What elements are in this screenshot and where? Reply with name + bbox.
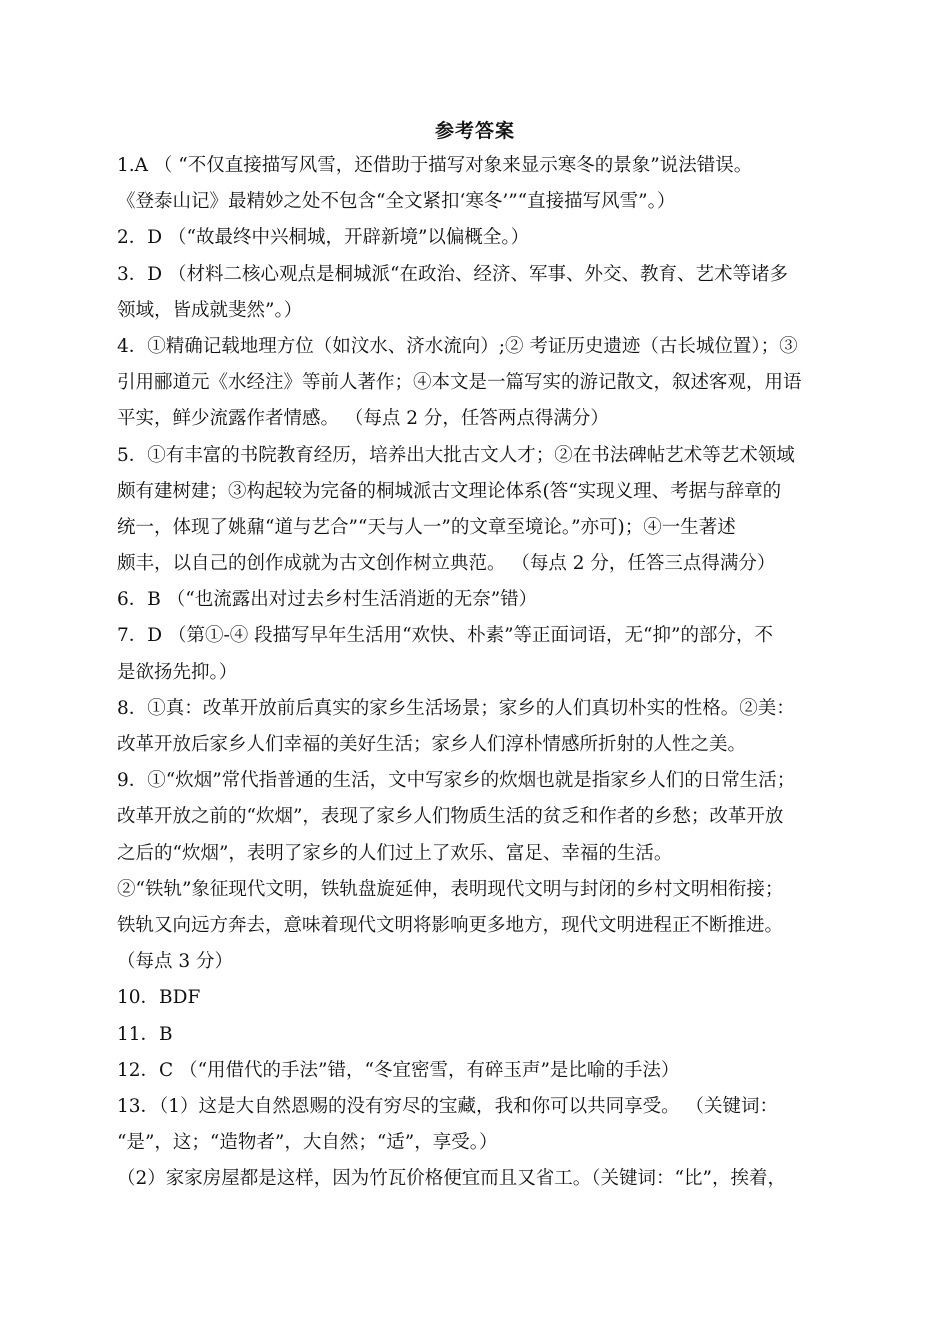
text-line: 改革开放后家乡人们幸福的美好生活；家乡人们淳朴情感所折射的人性之美。 xyxy=(117,734,747,755)
text-line: （每点 3 分） xyxy=(117,951,234,973)
page-title: 参考答案 xyxy=(434,120,515,142)
text-line: 10．BDF xyxy=(117,987,201,1009)
text-line: 4．①精确记载地理方位（如汶水、济水流向）;② 考证历史遗迹（古长城位置）；③ xyxy=(117,335,798,357)
text-line: （2）家家房屋都是这样，因为竹瓦价格便宜而且又省工。（关键词：“比”，挨着， xyxy=(117,1168,786,1190)
text-line: 平实，鲜少流露作者情感。 （每点 2 分，任答两点得满分） xyxy=(117,408,609,430)
text-line: 12．C （“用借代的手法”错，“冬宜密雪，有碎玉声”是比喻的手法） xyxy=(117,1059,680,1081)
text-line: 统一，体现了姚鼐“道与艺合”“天与人一”的文章至境论。”亦可)；④一生著述 xyxy=(117,516,736,538)
answer-content xyxy=(117,148,833,1197)
text-line: 领域，皆成就斐然”。） xyxy=(117,299,303,321)
text-line: “是”，这；“造物者”，大自然；“适”，享受。） xyxy=(117,1132,498,1154)
text-line: 13．（1）这是大自然恩赐的没有穷尽的宝藏，我和你可以共同享受。 （关键词： xyxy=(117,1095,778,1117)
text-line: 铁轨又向远方奔去，意味着现代文明将影响更多地方，现代文明进程正不断推进。 xyxy=(117,914,784,936)
text-line: ②“铁轨”象征现代文明，铁轨盘旋延伸，表明现代文明与封闭的乡村文明相衔接； xyxy=(117,878,784,900)
text-line: 1.A （ “不仅直接描写风雪，还借助于描写对象来显示寒冬的景象”说法错误。 xyxy=(117,155,753,176)
text-line: 3．D （材料二核心观点是桐城派“在政治、经济、军事、外交、教育、艺术等诸多 xyxy=(117,263,788,285)
text-line: 之后的“炊烟”，表明了家乡的人们过上了欢乐、富足、幸福的生活。 xyxy=(117,842,673,864)
text-line: 《登泰山记》最精妙之处不包含“全文紧扣‘寒冬’”“直接描写风雪”。） xyxy=(117,191,676,213)
text-line: 11．B xyxy=(117,1023,173,1045)
text-line: 改革开放之前的“炊烟”，表现了家乡人们物质生活的贫乏和作者的乡愁；改革开放 xyxy=(117,806,784,828)
text-line: 6．B （“也流露出对过去乡村生活消逝的无奈”错） xyxy=(117,589,538,611)
text-line: 是欲扬先抑。） xyxy=(117,661,238,683)
text-line: 5．①有丰富的书院教育经历，培养出大批古文人才；②在书法碑帖艺术等艺术领域 xyxy=(117,444,795,466)
text-line: 2．D （“故最终中兴桐城，开辟新境”以偏概全。） xyxy=(117,227,530,249)
text-line: 引用郦道元《水经注》等前人著作；④本文是一篇写实的游记散文，叙述客观，用语 xyxy=(117,372,802,394)
text-line: 9．①“炊烟”常代指普通的生活，文中写家乡的炊烟也就是指家乡人们的日常生活； xyxy=(117,770,796,792)
text-line: 7．D （第①-④ 段描写早年生活用“欢快、朴素”等正面词语，无“抑”的部分，不 xyxy=(117,625,773,647)
text-line: 颇有建树建；③构起较为完备的桐城派古文理论体系(答“实现义理、考据与辞章的 xyxy=(117,480,782,502)
text-line: 颇丰，以自己的创作成就为古文创作树立典范。 （每点 2 分，任答三点得满分） xyxy=(117,553,776,575)
text-line: 8．①真：改革开放前后真实的家乡生活场景；家乡的人们真切朴实的性格。②美： xyxy=(117,697,795,719)
